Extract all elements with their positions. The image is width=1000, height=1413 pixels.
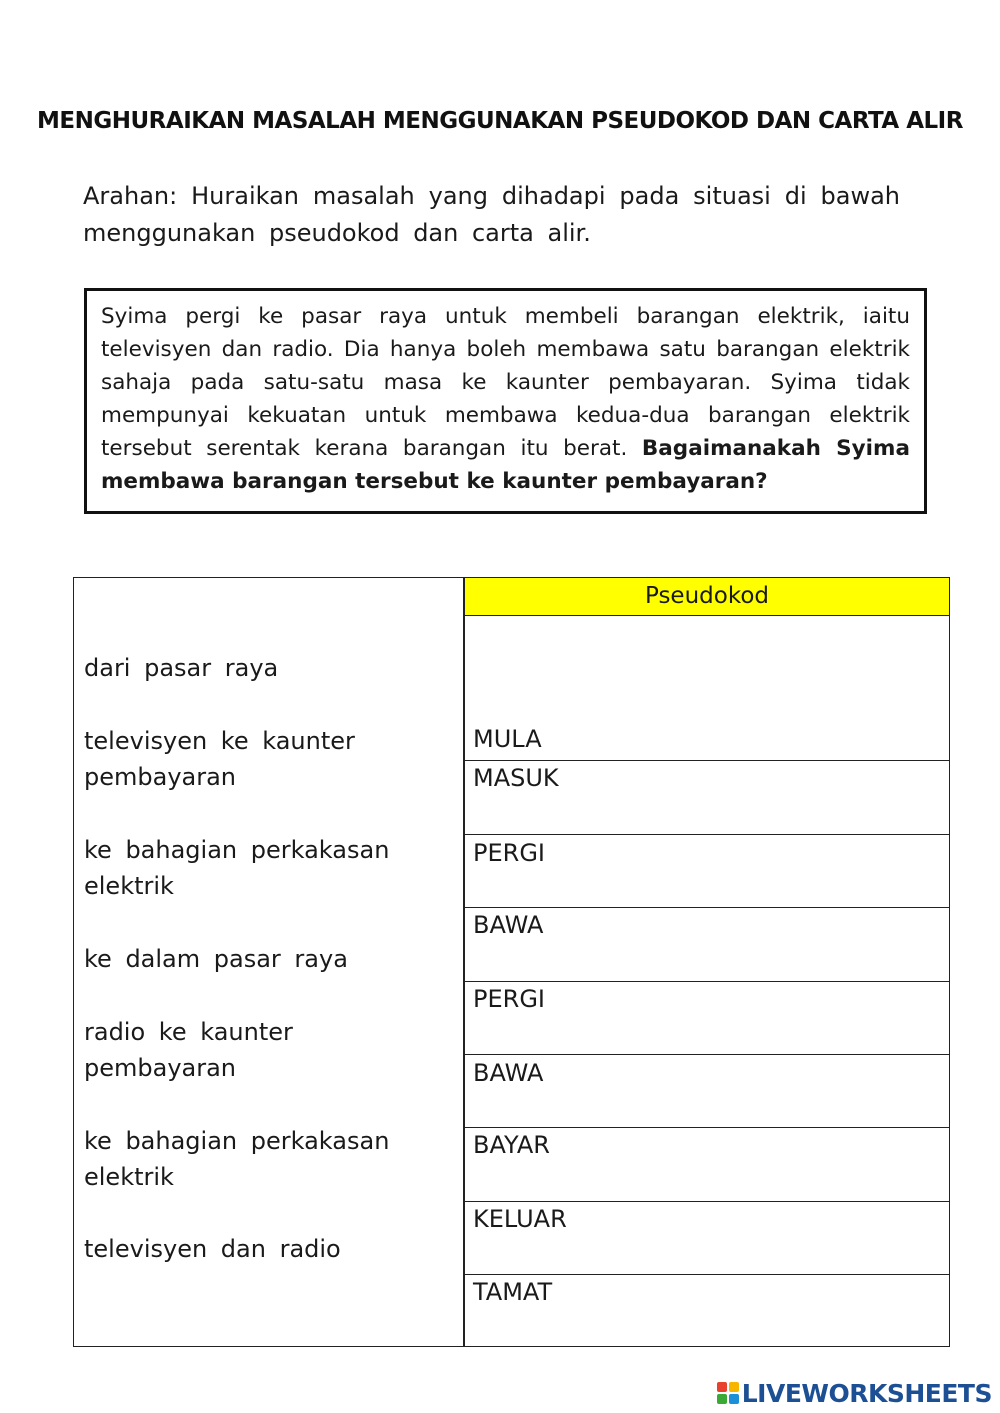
pseudocode-step: TAMAT xyxy=(473,1278,553,1306)
pseudocode-step: MASUK xyxy=(473,764,559,792)
pseudocode-header: Pseudokod xyxy=(465,578,949,616)
pseudocode-column xyxy=(464,577,950,1347)
phrase-item[interactable]: radio ke kaunter pembayaran xyxy=(84,1018,293,1082)
pseudocode-row[interactable] xyxy=(465,982,949,1055)
pseudocode-row[interactable] xyxy=(465,615,949,761)
logo-badge-icon xyxy=(717,1382,739,1404)
phrase-item[interactable]: televisyen dan radio xyxy=(84,1235,341,1263)
scenario-text: Syima pergi ke pasar raya untuk membeli barangan elektrik, iaitu televisyen dan radio. Dia hanya boleh membawa satu barangan elektrik sahaja pada satu-satu masa ke kaunter pembayaran. Syima tidak mempunyai kekuatan untuk membawa kedua-dua barangan elektrik tersebut serentak kerana barangan itu berat. xyxy=(101,304,910,461)
phrase-item[interactable]: dari pasar raya xyxy=(84,654,279,682)
pseudocode-row[interactable] xyxy=(465,1128,949,1202)
page-title: MENGHURAIKAN MASALAH MENGGUNAKAN PSEUDOKOD DAN CARTA ALIR xyxy=(37,108,963,134)
pseudocode-step: BAWA xyxy=(473,911,544,939)
instruction xyxy=(83,178,900,252)
liveworksheets-logo xyxy=(717,1377,992,1409)
instruction-text: Huraikan masalah yang dihadapi pada situasi di bawah menggunakan pseudokod dan carta alir. xyxy=(83,182,900,247)
scenario-box xyxy=(84,288,927,514)
instruction-label: Arahan: xyxy=(83,182,178,210)
pseudocode-row[interactable] xyxy=(465,1275,949,1346)
pseudocode-row[interactable] xyxy=(465,1202,949,1275)
pseudocode-step: PERGI xyxy=(473,985,545,1013)
pseudocode-step: MULA xyxy=(473,725,542,753)
phrase-column xyxy=(73,577,464,1347)
pseudocode-row[interactable] xyxy=(465,908,949,982)
pseudocode-step: BAYAR xyxy=(473,1131,550,1159)
pseudocode-row[interactable] xyxy=(465,835,949,908)
pseudocode-step: PERGI xyxy=(473,839,545,867)
pseudocode-step: BAWA xyxy=(473,1059,544,1087)
pseudocode-row[interactable] xyxy=(465,1055,949,1128)
phrase-item[interactable]: ke dalam pasar raya xyxy=(84,945,348,973)
phrase-item[interactable]: ke bahagian perkakasan elektrik xyxy=(84,1127,390,1191)
pseudocode-step: KELUAR xyxy=(473,1205,567,1233)
scenario-question: Bagaimanakah Syima membawa barangan tersebut ke kaunter pembayaran? xyxy=(101,436,910,494)
phrase-item[interactable]: ke bahagian perkakasan elektrik xyxy=(84,836,390,900)
pseudocode-row[interactable] xyxy=(465,761,949,835)
phrase-item[interactable]: televisyen ke kaunter pembayaran xyxy=(84,727,355,791)
logo-text: LIVEWORKSHEETS xyxy=(741,1378,992,1408)
